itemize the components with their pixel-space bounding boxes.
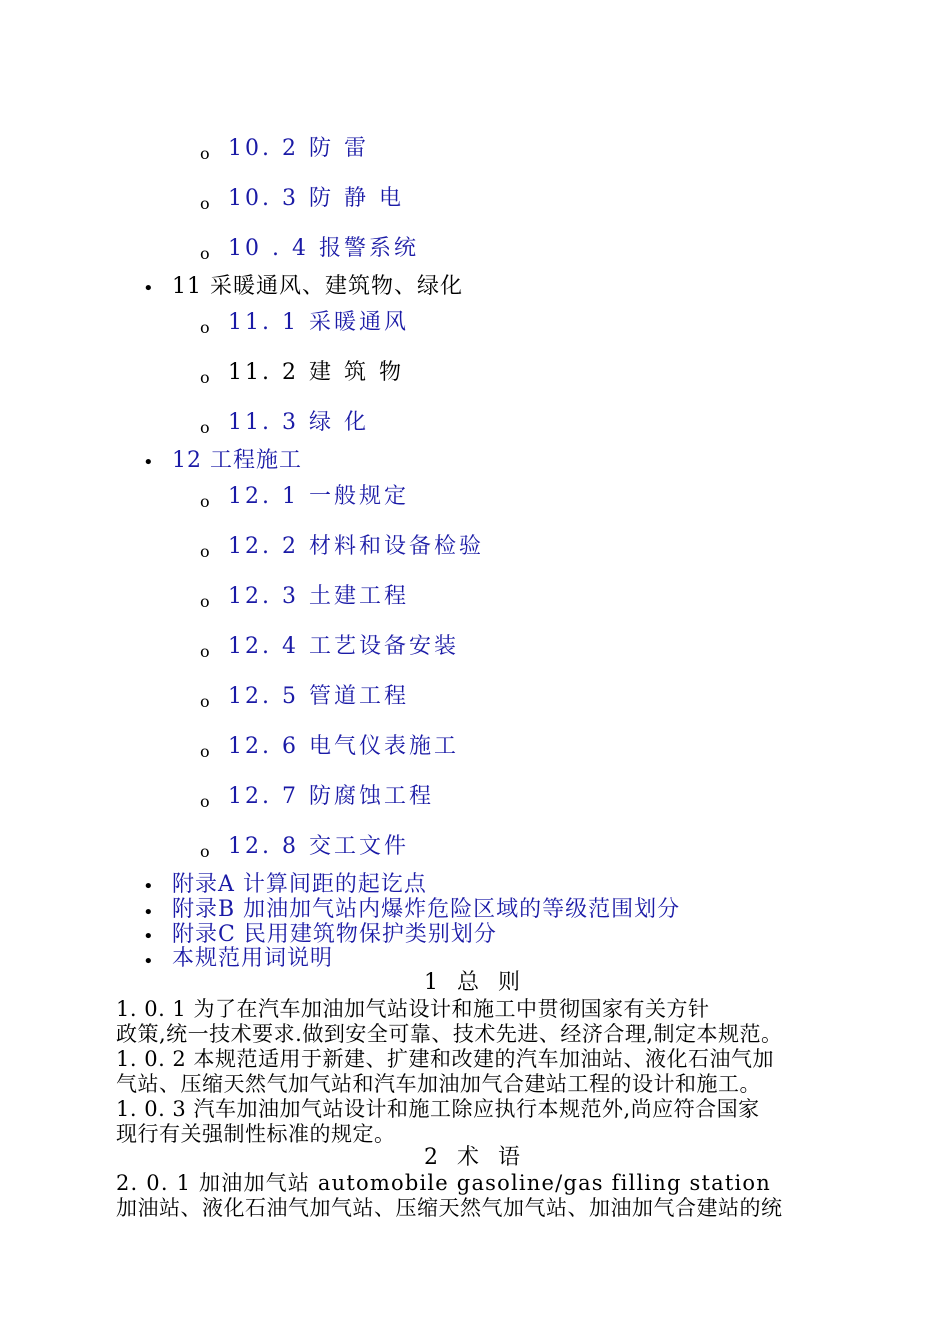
main-bullet: •	[143, 926, 154, 947]
sub-bullet: o	[200, 692, 210, 711]
paragraph-1-0-2-line-2: 气站、压缩天然气加气站和汽车加油加气合建站工程的设计和施工。	[116, 1072, 761, 1096]
toc-link-12-1[interactable]: 12. 1 一般规定	[228, 484, 409, 509]
toc-link-12-3[interactable]: 12. 3 土建工程	[228, 584, 409, 609]
toc-link-12-4[interactable]: 12. 4 工艺设备安装	[228, 634, 459, 659]
toc-link-12-8[interactable]: 12. 8 交工文件	[228, 834, 409, 859]
main-bullet: •	[143, 278, 154, 299]
toc-link-appendix-c[interactable]: 附录C 民用建筑物保护类别划分	[172, 922, 497, 947]
toc-link-11-3[interactable]: 11. 3 绿 化	[228, 410, 369, 435]
toc-link-10-2[interactable]: 10. 2 防 雷	[228, 136, 369, 161]
paragraph-1-0-2-line-1: 1. 0. 2 本规范适用于新建、扩建和改建的汽车加油站、液化石油气加	[116, 1047, 774, 1071]
toc-link-12-6[interactable]: 12. 6 电气仪表施工	[228, 734, 459, 759]
chapter-2-title: 2 术 语	[424, 1145, 526, 1170]
sub-bullet: o	[200, 842, 210, 861]
paragraph-1-0-3-line-1: 1. 0. 3 汽车加油加气站设计和施工除应执行本规范外,尚应符合国家	[116, 1097, 760, 1121]
toc-chapter-11: 11 采暖通风、建筑物、绿化	[172, 274, 463, 299]
toc-link-12-5[interactable]: 12. 5 管道工程	[228, 684, 409, 709]
toc-link-wording[interactable]: 本规范用词说明	[172, 946, 334, 971]
paragraph-2-0-1-line-2: 加油站、液化石油气加气站、压缩天然气加气站、加油加气合建站的统	[116, 1196, 783, 1220]
sub-bullet: o	[200, 418, 210, 437]
paragraph-1-0-3-line-2: 现行有关强制性标准的规定。	[116, 1122, 396, 1146]
sub-bullet: o	[200, 792, 210, 811]
sub-bullet: o	[200, 742, 210, 761]
toc-link-10-3[interactable]: 10. 3 防 静 电	[228, 186, 404, 211]
chapter-1-title: 1 总 则	[424, 970, 526, 995]
paragraph-2-0-1-line-1: 2. 0. 1 加油加气站 automobile gasoline/gas filling station	[116, 1171, 771, 1195]
toc-link-chapter-12[interactable]: 12 工程施工	[172, 448, 302, 473]
toc-link-appendix-b[interactable]: 附录B 加油加气站内爆炸危险区域的等级范围划分	[172, 897, 681, 922]
sub-bullet: o	[200, 144, 210, 163]
main-bullet: •	[143, 876, 154, 897]
toc-link-10-4[interactable]: 10 . 4 报警系统	[228, 236, 419, 261]
sub-bullet: o	[200, 368, 210, 387]
paragraph-1-0-1-line-2: 政策,统一技术要求.做到安全可靠、技术先进、经济合理,制定本规范。	[116, 1022, 783, 1046]
toc-link-12-7[interactable]: 12. 7 防腐蚀工程	[228, 784, 434, 809]
sub-bullet: o	[200, 244, 210, 263]
sub-bullet: o	[200, 492, 210, 511]
paragraph-1-0-1-line-1: 1. 0. 1 为了在汽车加油加气站设计和施工中贯彻国家有关方针	[116, 997, 710, 1021]
sub-bullet: o	[200, 592, 210, 611]
toc-link-11-1[interactable]: 11. 1 采暖通风	[228, 310, 409, 335]
main-bullet: •	[143, 452, 154, 473]
sub-bullet: o	[200, 318, 210, 337]
toc-link-appendix-a[interactable]: 附录A 计算间距的起讫点	[172, 872, 427, 897]
sub-bullet: o	[200, 542, 210, 561]
main-bullet: •	[143, 951, 154, 972]
toc-link-12-2[interactable]: 12. 2 材料和设备检验	[228, 534, 484, 559]
sub-bullet: o	[200, 194, 210, 213]
sub-bullet: o	[200, 642, 210, 661]
main-bullet: •	[143, 902, 154, 923]
toc-item-11-2: 11. 2 建 筑 物	[228, 360, 404, 385]
